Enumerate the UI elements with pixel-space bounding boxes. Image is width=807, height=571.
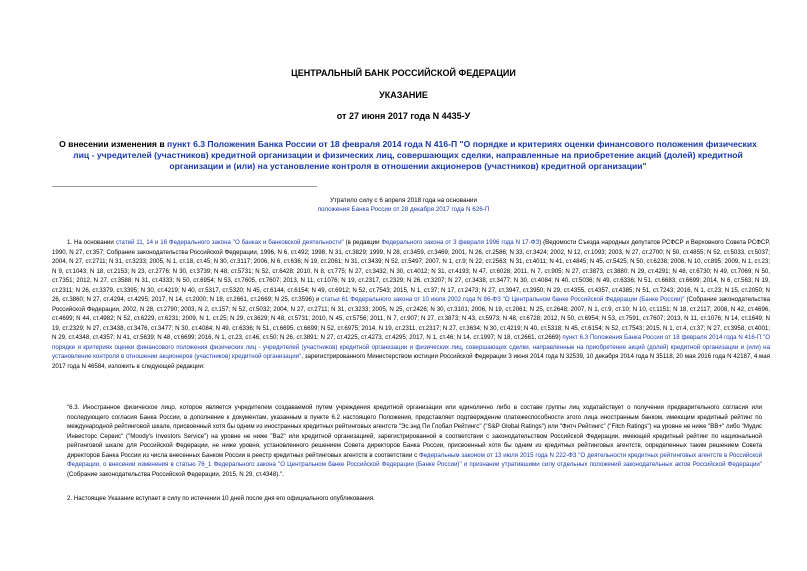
quote-link-law-222fz[interactable]: Федеральным законом от 13 июля 2015 года N 222-ФЗ "О деятельности кредитных рейтинговых агентств в Российской Федерации, о внесении изменения в статью 76_1 Федерального закона "О Центральном банке Российской Федерации (Банке России)" и признании утратившими силу отдельных положений законодательных актов Российской Федерации" [67, 451, 763, 468]
p1-link-law-86fz[interactable]: статьи 61 Федерального закона от 10 июля 2002 года N 86-ФЗ "О Центральном банке Российской Федерации (Банке России)" [321, 296, 685, 303]
p1-text-4: (Собрание законодательства Российской Федерации, 2002, N 28, ст.2790; 2003, N 2, ст.157; N 52, ст.5032; 2004, N 27, ст.2711; N 31, ст.3233; 2005, N 25, ст.2426; N 30, ст.3101; 2006, N 19, ст.2061; N 25, ст.2648; 2007, N 1, ст.9, ст.10; N 10, ст.1151; N 18, ст.2117; 2008, N 42, ст.4696, ст.4699; N 44, ст.4982; N 52, ст.6229, ст.6231; 2009, N 1, ст.25; N 29, ст.3629; N 48, ст.5731; 2010, N 45, ст.5756; 2011, N 7, ст.907; N 27, ст.3873; N 43, ст.5973; N 48, ст.6728; 2012, N 50, ст.6954; N 53, ст.7591, ст.7607; 2013, N 11, ст.1076; N 14, ст.1649; N 19, ст.2329; N 27, ст.3438, ст.3476, ст.3477; N 30, ст.4084; N 49, ст.6336; N 51, ст.6695, ст.6699; N 52, ст.6975; 2014, N 19, ст.2311, ст.2317; N 27, ст.3634; N 30, ст.4219; N 40, ст.5318; N 45, ст.6154; N 52, ст.7543; 2015, N 1, ст.4, ст.37; N 27, ст.3958, ст.4001; N 29, ст.4348, ст.4357; N 41, ст.5639; N 48, ст.6699; 2016, N 1, ст.23, ст.46, ст.50; N 26, ст.3891; N 27, ст.4225, ст.4273, ст.4295; 2017, N 1, ст.46; N 14, ст.1997; N 18, ст.2661, ст.2669) [52, 296, 770, 341]
status-note-text: Утратило силу с 6 апреля 2018 года на основании [330, 197, 477, 204]
document-title [52, 139, 764, 172]
p1-link-law-banks[interactable]: статей 11, 14 и 16 Федерального закона "О банках и банковской деятельности" [115, 239, 344, 246]
p1-text-1: 1. На основании [67, 239, 116, 246]
p1-text-2: (в редакции [343, 239, 382, 246]
separator-line [52, 186, 317, 187]
document-body [52, 238, 770, 479]
quote-text-1: "6.3. Иностранное физическое лицо, которое является учредителем создаваемой путем учреждения кредитной организации или единолично либо в составе группы лиц ходатайствует о получении предварительного согласия или последующего согласия Банка России, в дополнение к документам, указанным в пункте 6.2 настоящего Положения, представляет подтверждение платежеспособности этого лица иностранным банком, имеющим кредитный рейтинг по международной рейтинговой шкале, присвоенный хотя бы одним из иностранных кредитных рейтинговых агентств "Эс энд Пи Глобал Рейтингс" ("S&P Global Ratings") или "Фитч Рейтингс" ("Fitch Ratings") на уровне не ниже "BB+" либо "Мудис Инвесторс Сервис" ("Moody's Investors Service") на уровне не ниже "Ba2" или кредитной организацией, зарегистрированной в соответствии с законодательством Российской Федерации, имеющей кредитный рейтинг по национальной рейтинговой шкале для Российской Федерации, не ниже уровня, установленного решением Совета директоров Банка России, присвоенный хотя бы одним из кредитных рейтинговых агентств, определенных таким решением Совета директоров Банка России из числа внесенных Банком России в реестр кредитных рейтинговых агентств в соответствии с [67, 404, 762, 459]
status-note [0, 196, 807, 214]
document-date-number: от 27 июня 2017 года N 4435-У [336, 111, 471, 121]
p1-link-law-17fz[interactable]: Федерального закона от 3 февраля 1996 года N 17-ФЗ [381, 239, 540, 246]
document-type-heading: УКАЗАНИЕ [379, 90, 428, 100]
issuer-heading: ЦЕНТРАЛЬНЫЙ БАНК РОССИЙСКОЙ ФЕДЕРАЦИИ [291, 68, 516, 78]
title-text: О внесении изменения в [59, 139, 168, 149]
paragraph-1 [52, 238, 770, 403]
paragraph-2: 2. Настоящее Указание вступает в силу по истечении 10 дней после дня его официального опубликования. [67, 495, 375, 502]
p1-text-5: , зарегистрированного Министерством юстиции Российской Федерации 3 июня 2014 года N 32539, 10 декабря 2014 года N 35118, 20 мая 2016 года N 42187, 4 мая 2017 года N 46584, изложить в следующей редакции: [52, 353, 770, 370]
quote-text-2: (Собрание законодательства Российской Федерации, 2015, N 29, ст.4348).". [67, 470, 284, 478]
status-note-link[interactable]: положения Банка России от 28 декабря 2017 года N 626-П [317, 206, 490, 213]
p1-link-regulation-416p[interactable]: пункт 6.3 Положения Банка России от 18 февраля 2014 года N 416-П "О порядке и критериях оценки финансового положения физических лиц - учредителей (участников) кредитной организации и физических лиц, совершающих сделки, направленные на приобретение акций (долей) кредитной организации и (или) на установление контроля в отношении акционеров (участников) кредитной организации" [52, 334, 770, 360]
title-link[interactable]: пункт 6.3 Положения Банка России от 18 февраля 2014 года N 416-П "О порядке и критериях оценки финансового положения физических лиц - учредителей (участников) кредитной организации и физических лиц, совершающих сделки, направленные на приобретение акций (долей) кредитной организации и (или) на установление контроля в отношении акционеров (участников) кредитной организации" [73, 139, 757, 171]
paragraph-quote [52, 403, 770, 479]
p1-text-3: ) (Ведомости Съезда народных депутатов РСФСР и Верховного Совета РСФСР, 1990, N 27, ст.357; Собрание законодательства Российской Федерации, 1996, N 6, ст.492; 1998, N 31, ст.3829; 1999, N 28, ст.3459, ст.3469; 2001, N 26, ст.2586; N 33, ст.3424; 2002, N 12, ст.1093; 2003, N 27, ст.2700; N 50, ст.4855; N 52, ст.5033, ст.5037; 2004, N 27, ст.2711; N 31, ст.3233; 2005, N 1, ст.18, ст.45; N 30, ст.3117; 2006, N 6, ст.636; N 19, ст.2061; N 31, ст.3439; N 52, ст.5497; 2007, N 1, ст.9; N 22, ст.2563; N 31, ст.4011; N 41, ст.4845; N 45, ст.5425; N 50, ст.6238; 2008, N 10, ст.895; 2009, N 1, ст.23; N 9, ст.1043; N 18, ст.2153; N 23, ст.2776; N 30, ст.3739; N 48, ст.5731; N 52, ст.6428; 2010, N 8, ст.775; N 27, ст.3432; N 30, ст.4012; N 31, ст.4193; N 47, ст.6028; 2011, N 7, ст.905; N 27, ст.3873, ст.3880; N 29, ст.4291; N 48, ст.6730; N 49, ст.7069; N 50, ст.7351; 2012, N 27, ст.3588; N 31, ст.4333; N 50, ст.6954; N 53, ст.7605, ст.7607; 2013, N 11, ст.1076; N 19, ст.2317, ст.2329; N 26, ст.3207; N 27, ст.3438, ст.3477; N 30, ст.4084; N 40, ст.5036; N 49, ст.6336; N 51, ст.6683, ст.6699; 2014, N 6, ст.563; N 19, ст.2311; N 26, ст.3379, ст.3395; N 30, ст.4219; N 40, ст.5317, ст.5320; N 45, ст.6144, ст.6154; N 49, ст.6912; N 52, ст.7543; 2015, N 1, ст.37; N 17, ст.2473; N 27, ст.3947, ст.3950; N 29, ст.4355, ст.4357, ст.4385; N 51, ст.7243; 2016, N 1, ст.23; N 15, ст.2050; N 26, ст.3860; N 27, ст.4294, ст.4295; 2017, N 14, ст.2000; N 18, ст.2661, ст.2669; N 25, ст.3596) и [52, 239, 770, 303]
